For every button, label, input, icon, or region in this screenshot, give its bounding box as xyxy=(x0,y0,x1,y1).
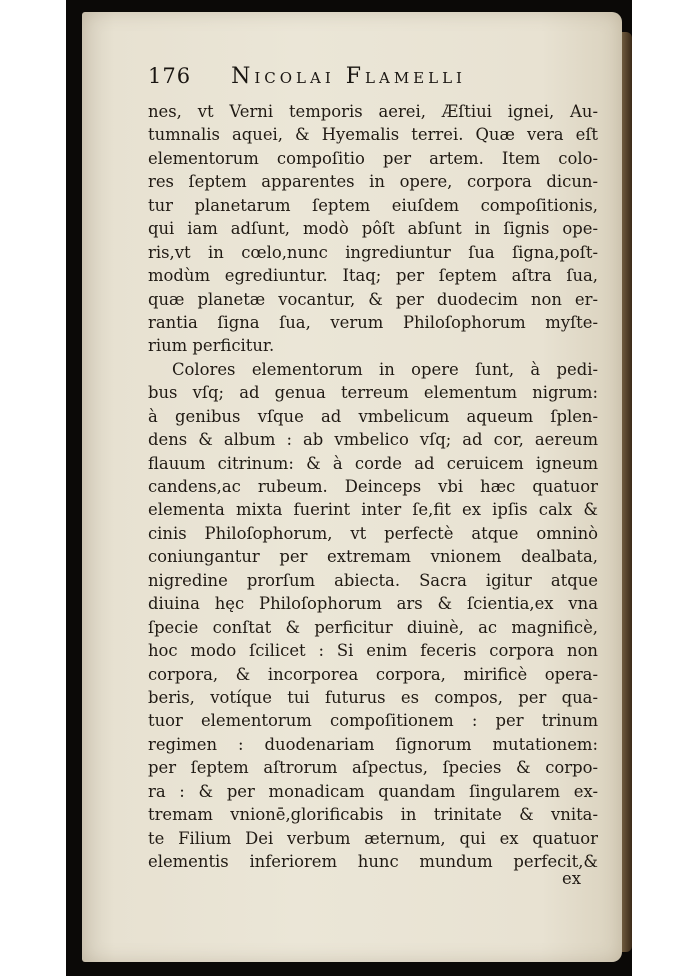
text-line: nes, vt Verni temporis aerei, Æſtiui ignei, Au- xyxy=(148,102,598,121)
page-edge xyxy=(622,32,632,952)
text-line: modùm egrediuntur. Itaq; per ſeptem aſtra ſua, xyxy=(148,266,598,286)
text-line: qui iam adſunt, modò pôſt abſunt in ſignis ope- xyxy=(148,219,598,239)
text-line: elementorum compoſitio per artem. Item colo- xyxy=(148,148,598,168)
text-line: tremam vnionē,glorificabis in trinitate & vnita- xyxy=(148,805,598,825)
body-text xyxy=(148,100,598,873)
text-line: ra : & per monadicam quandam ſingularem ex- xyxy=(148,781,598,801)
text-line: elementis inferiorem hunc mundum perfecit,& xyxy=(148,852,598,871)
catchword: ex xyxy=(562,869,581,888)
text-line: quæ planetæ vocantur, & per duodecim non er- xyxy=(148,289,598,309)
text-line: rantia ſigna ſua, verum Philoſophorum myſte- xyxy=(148,312,598,332)
text-line: flauum citrinum: & à corde ad ceruicem igneum xyxy=(148,453,598,473)
text-line: hoc modo ſcilicet : Si enim feceris corpora non xyxy=(148,641,598,661)
book-page xyxy=(82,12,622,962)
text-line: rium perficitur. xyxy=(148,336,275,356)
text-line: tur planetarum ſeptem eiuſdem compoſitionis, xyxy=(148,195,598,215)
running-header xyxy=(148,64,588,89)
paragraph-start-line: Colores elementorum in opere ſunt, à pedi- xyxy=(172,359,598,379)
page-number: 176 xyxy=(148,64,192,88)
text-line: tumnalis aquei, & Hyemalis terrei. Quæ vera eſt xyxy=(148,125,598,145)
text-line: ris,vt in cœlo,nunc ingrediuntur ſua ſigna,poſt- xyxy=(148,242,598,262)
text-line: ſpecie conſtat & perficitur diuinè, ac magnificè, xyxy=(148,617,598,637)
text-line: coniungantur per extremam vnionem dealbata, xyxy=(148,547,598,567)
text-line: elementa mixta fuerint inter ſe,fit ex ipſis calx & xyxy=(148,500,598,520)
text-line: tuor elementorum compoſitionem : per trinum xyxy=(148,711,598,731)
text-line: diuina hęc Philoſophorum ars & ſcientia,ex vna xyxy=(148,594,598,614)
text-line: per ſeptem aſtrorum aſpectus, ſpecies & corpo- xyxy=(148,758,598,778)
text-line: corpora, & incorporea corpora, mirificè opera- xyxy=(148,664,598,684)
text-line: regimen : duodenariam ſignorum mutationem: xyxy=(148,734,598,754)
text-line: candens,ac rubeum. Deinceps vbi hæc quatuor xyxy=(148,477,598,496)
text-line: dens & album : ab vmbelico vſq; ad cor, aereum xyxy=(148,430,598,450)
text-line: à genibus vſque ad vmbelicum aqueum ſplen- xyxy=(148,406,598,426)
text-line: nigredine prorſum abiecta. Sacra igitur atque xyxy=(148,570,598,590)
text-line: bus vſq; ad genua terreum elementum nigrum: xyxy=(148,383,598,403)
text-line: cinis Philoſophorum, vt perfectè atque omninò xyxy=(148,523,598,543)
text-line: res ſeptem apparentes in opere, corpora dicun- xyxy=(148,172,598,192)
text-line: te Filium Dei verbum æternum, qui ex quatuor xyxy=(148,828,598,848)
running-title: Nicolai Flamelli xyxy=(231,64,466,89)
text-line: beris, votíque tui futurus es compos, per qua- xyxy=(148,687,598,707)
